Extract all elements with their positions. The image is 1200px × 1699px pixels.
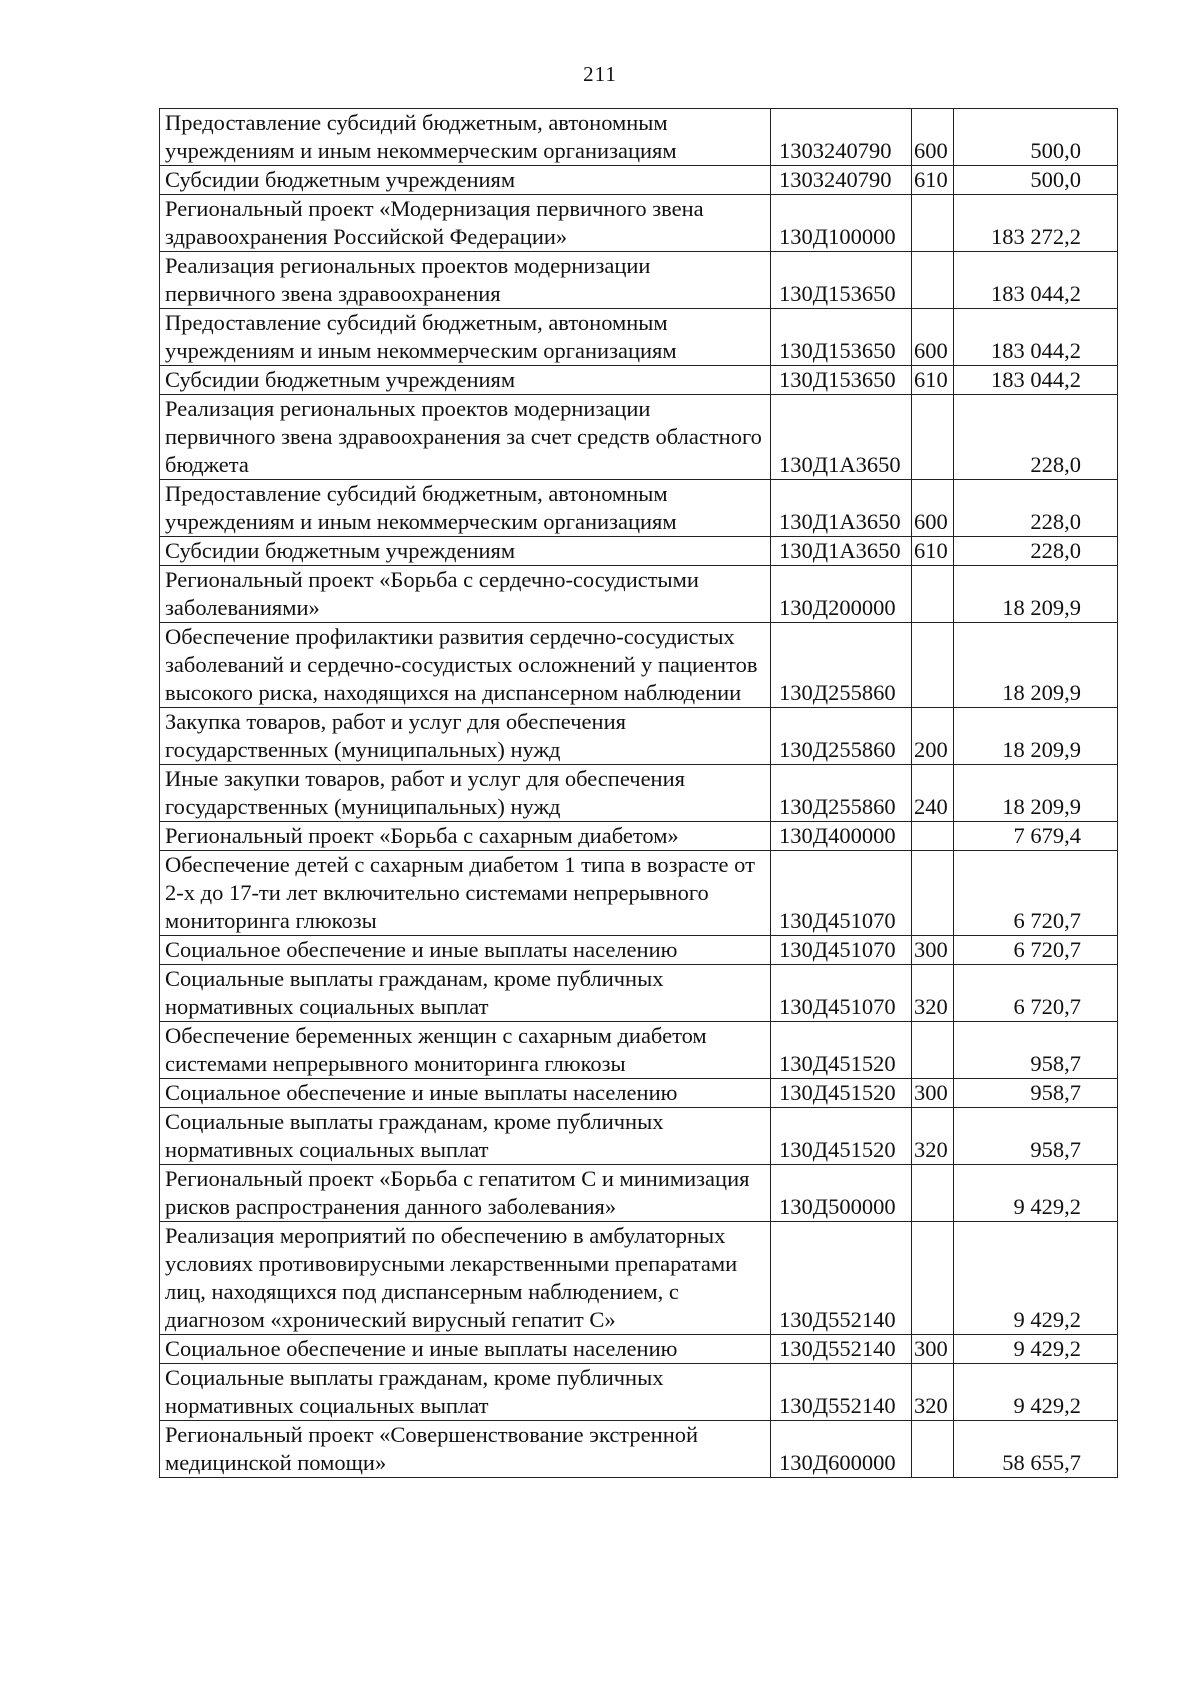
row-code-cell: 130Д255860 <box>771 708 912 765</box>
row-code-cell: 130Д451070 <box>771 851 912 936</box>
row-amount-cell: 228,0 <box>954 480 1118 537</box>
row-amount-cell: 958,7 <box>954 1022 1118 1079</box>
table-row <box>160 708 1118 765</box>
row-name-cell: Иные закупки товаров, работ и услуг для обеспечения государственных (муниципальных) нужд <box>160 765 771 822</box>
row-name-cell: Социальное обеспечение и иные выплаты населению <box>160 936 771 965</box>
row-name-cell: Социальные выплаты гражданам, кроме публичных нормативных социальных выплат <box>160 1108 771 1165</box>
row-code-cell: 130Д600000 <box>771 1421 912 1478</box>
page-number: 211 <box>583 62 617 86</box>
row-code-cell: 130Д153650 <box>771 366 912 395</box>
row-name-cell: Региональный проект «Модернизация первичного звена здравоохранения Российской Федерации» <box>160 195 771 252</box>
table-row <box>160 1165 1118 1222</box>
row-code-cell: 130Д500000 <box>771 1165 912 1222</box>
table-row <box>160 623 1118 708</box>
table-row <box>160 1421 1118 1478</box>
row-name-cell: Реализация региональных проектов модернизации первичного звена здравоохранения за счет средств областного бюджета <box>160 395 771 480</box>
row-expense-type-cell <box>912 623 954 708</box>
row-amount-cell: 500,0 <box>954 109 1118 166</box>
table-row <box>160 1079 1118 1108</box>
table-row <box>160 537 1118 566</box>
row-name-cell: Региональный проект «Борьба с гепатитом С и минимизация рисков распространения данного заболевания» <box>160 1165 771 1222</box>
row-amount-cell: 9 429,2 <box>954 1335 1118 1364</box>
row-amount-cell: 500,0 <box>954 166 1118 195</box>
row-name-cell: Реализация мероприятий по обеспечению в амбулаторных условиях противовирусными лекарственными препаратами лиц, находящихся под диспансерным наблюдением, с диагнозом «хронический вирусный гепатит С» <box>160 1222 771 1335</box>
row-code-cell: 130Д100000 <box>771 195 912 252</box>
table-row <box>160 195 1118 252</box>
row-expense-type-cell: 320 <box>912 1108 954 1165</box>
table-row <box>160 166 1118 195</box>
row-code-cell: 130Д200000 <box>771 566 912 623</box>
table-row <box>160 851 1118 936</box>
row-expense-type-cell <box>912 1022 954 1079</box>
row-amount-cell: 183 044,2 <box>954 252 1118 309</box>
row-name-cell: Региональный проект «Борьба с сердечно-сосудистыми заболеваниями» <box>160 566 771 623</box>
row-name-cell: Предоставление субсидий бюджетным, автономным учреждениям и иным некоммерческим организациям <box>160 309 771 366</box>
table-row <box>160 480 1118 537</box>
row-code-cell: 130Д153650 <box>771 309 912 366</box>
row-amount-cell: 18 209,9 <box>954 623 1118 708</box>
row-name-cell: Предоставление субсидий бюджетным, автономным учреждениям и иным некоммерческим организациям <box>160 109 771 166</box>
row-expense-type-cell: 240 <box>912 765 954 822</box>
row-expense-type-cell <box>912 195 954 252</box>
row-amount-cell: 183 044,2 <box>954 366 1118 395</box>
table-row <box>160 1108 1118 1165</box>
row-amount-cell: 18 209,9 <box>954 566 1118 623</box>
row-name-cell: Субсидии бюджетным учреждениям <box>160 166 771 195</box>
row-code-cell: 1303240790 <box>771 109 912 166</box>
row-name-cell: Реализация региональных проектов модернизации первичного звена здравоохранения <box>160 252 771 309</box>
row-amount-cell: 9 429,2 <box>954 1222 1118 1335</box>
row-amount-cell: 6 720,7 <box>954 936 1118 965</box>
row-code-cell: 130Д552140 <box>771 1364 912 1421</box>
row-expense-type-cell <box>912 395 954 480</box>
row-code-cell: 130Д552140 <box>771 1222 912 1335</box>
row-name-cell: Закупка товаров, работ и услуг для обеспечения государственных (муниципальных) нужд <box>160 708 771 765</box>
table-row <box>160 395 1118 480</box>
row-expense-type-cell <box>912 252 954 309</box>
row-expense-type-cell <box>912 1222 954 1335</box>
row-code-cell: 130Д451070 <box>771 936 912 965</box>
row-code-cell: 1303240790 <box>771 166 912 195</box>
row-code-cell: 130Д1А3650 <box>771 395 912 480</box>
budget-table-body <box>160 109 1118 1478</box>
row-name-cell: Субсидии бюджетным учреждениям <box>160 366 771 395</box>
row-amount-cell: 58 655,7 <box>954 1421 1118 1478</box>
row-code-cell: 130Д153650 <box>771 252 912 309</box>
budget-table <box>159 108 1118 1478</box>
row-expense-type-cell <box>912 822 954 851</box>
table-row <box>160 1222 1118 1335</box>
row-expense-type-cell: 610 <box>912 366 954 395</box>
row-amount-cell: 228,0 <box>954 395 1118 480</box>
row-code-cell: 130Д255860 <box>771 765 912 822</box>
row-expense-type-cell: 600 <box>912 309 954 366</box>
row-amount-cell: 7 679,4 <box>954 822 1118 851</box>
row-name-cell: Региональный проект «Совершенствование экстренной медицинской помощи» <box>160 1421 771 1478</box>
table-row <box>160 1335 1118 1364</box>
table-row <box>160 366 1118 395</box>
row-expense-type-cell: 300 <box>912 1079 954 1108</box>
row-name-cell: Предоставление субсидий бюджетным, автономным учреждениям и иным некоммерческим организациям <box>160 480 771 537</box>
table-row <box>160 1364 1118 1421</box>
row-name-cell: Социальные выплаты гражданам, кроме публичных нормативных социальных выплат <box>160 1364 771 1421</box>
row-name-cell: Обеспечение профилактики развития сердечно-сосудистых заболеваний и сердечно-сосудистых осложнений у пациентов высокого риска, находящихся на диспансерном наблюдении <box>160 623 771 708</box>
row-expense-type-cell <box>912 566 954 623</box>
row-amount-cell: 6 720,7 <box>954 851 1118 936</box>
row-expense-type-cell: 610 <box>912 537 954 566</box>
row-expense-type-cell: 600 <box>912 480 954 537</box>
table-row <box>160 252 1118 309</box>
row-code-cell: 130Д255860 <box>771 623 912 708</box>
row-expense-type-cell: 600 <box>912 109 954 166</box>
row-code-cell: 130Д451520 <box>771 1022 912 1079</box>
table-row <box>160 936 1118 965</box>
table-row <box>160 965 1118 1022</box>
table-row <box>160 822 1118 851</box>
row-amount-cell: 228,0 <box>954 537 1118 566</box>
row-expense-type-cell: 300 <box>912 936 954 965</box>
row-expense-type-cell <box>912 1421 954 1478</box>
row-name-cell: Региональный проект «Борьба с сахарным диабетом» <box>160 822 771 851</box>
row-amount-cell: 958,7 <box>954 1108 1118 1165</box>
row-code-cell: 130Д552140 <box>771 1335 912 1364</box>
row-code-cell: 130Д1А3650 <box>771 537 912 566</box>
row-expense-type-cell: 200 <box>912 708 954 765</box>
row-amount-cell: 9 429,2 <box>954 1364 1118 1421</box>
table-row <box>160 109 1118 166</box>
row-amount-cell: 958,7 <box>954 1079 1118 1108</box>
table-row <box>160 566 1118 623</box>
row-amount-cell: 18 209,9 <box>954 765 1118 822</box>
row-name-cell: Обеспечение беременных женщин с сахарным диабетом системами непрерывного мониторинга глюкозы <box>160 1022 771 1079</box>
row-amount-cell: 183 044,2 <box>954 309 1118 366</box>
row-expense-type-cell: 610 <box>912 166 954 195</box>
row-expense-type-cell <box>912 851 954 936</box>
table-row <box>160 309 1118 366</box>
row-code-cell: 130Д1А3650 <box>771 480 912 537</box>
row-code-cell: 130Д451520 <box>771 1079 912 1108</box>
row-amount-cell: 9 429,2 <box>954 1165 1118 1222</box>
table-row <box>160 765 1118 822</box>
row-expense-type-cell <box>912 1165 954 1222</box>
row-expense-type-cell: 300 <box>912 1335 954 1364</box>
row-expense-type-cell: 320 <box>912 965 954 1022</box>
row-code-cell: 130Д400000 <box>771 822 912 851</box>
row-name-cell: Субсидии бюджетным учреждениям <box>160 537 771 566</box>
row-amount-cell: 18 209,9 <box>954 708 1118 765</box>
row-name-cell: Обеспечение детей с сахарным диабетом 1 типа в возрасте от 2-х до 17-ти лет включительно системами непрерывного мониторинга глюкозы <box>160 851 771 936</box>
row-name-cell: Социальные выплаты гражданам, кроме публичных нормативных социальных выплат <box>160 965 771 1022</box>
row-code-cell: 130Д451070 <box>771 965 912 1022</box>
row-amount-cell: 183 272,2 <box>954 195 1118 252</box>
row-name-cell: Социальное обеспечение и иные выплаты населению <box>160 1335 771 1364</box>
row-name-cell: Социальное обеспечение и иные выплаты населению <box>160 1079 771 1108</box>
row-amount-cell: 6 720,7 <box>954 965 1118 1022</box>
table-row <box>160 1022 1118 1079</box>
row-code-cell: 130Д451520 <box>771 1108 912 1165</box>
row-expense-type-cell: 320 <box>912 1364 954 1421</box>
